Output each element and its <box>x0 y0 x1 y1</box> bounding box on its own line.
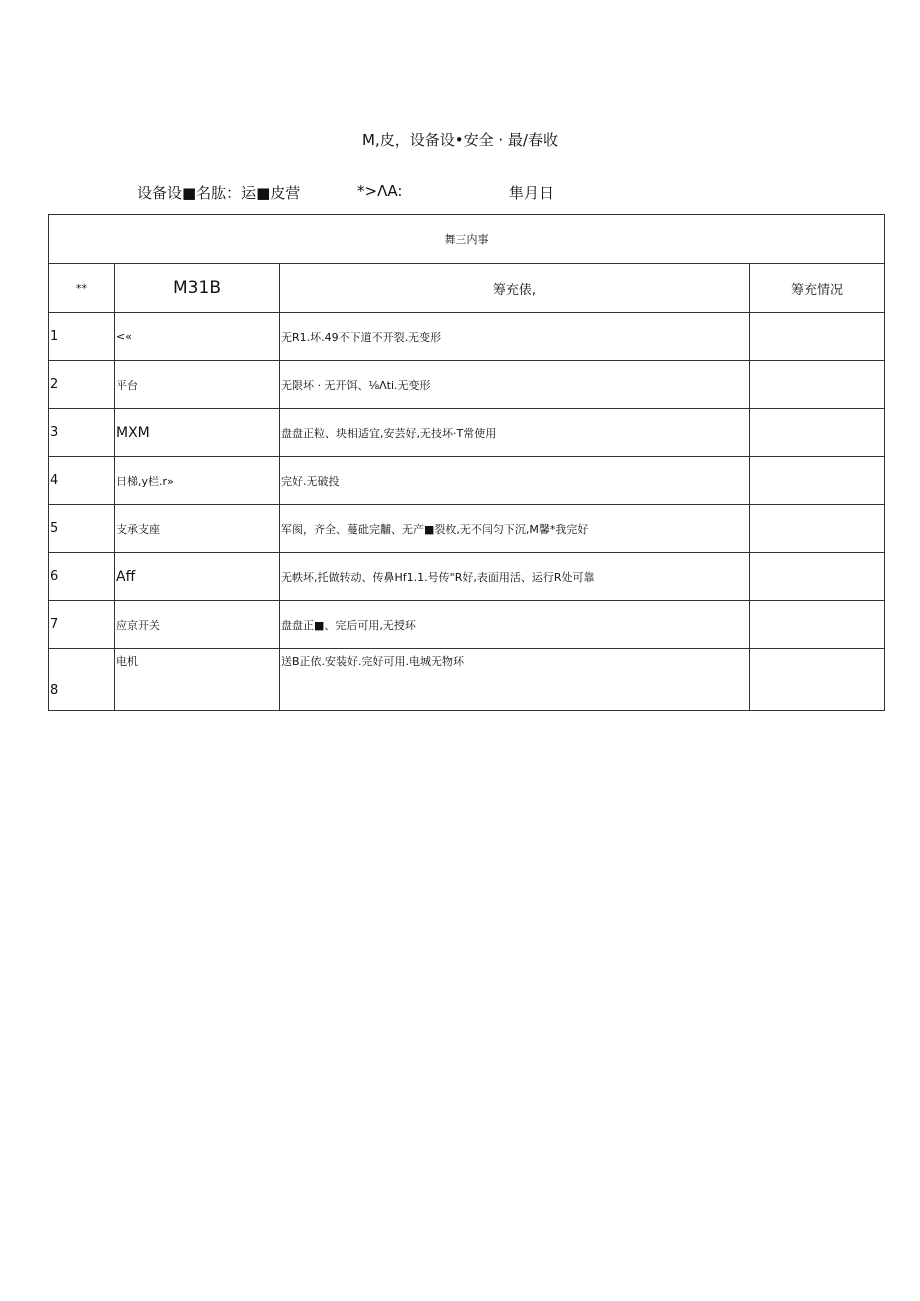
row-no: 2 <box>49 361 115 409</box>
table-row <box>49 601 885 649</box>
row-requirement: 盘盘正■、完后可用,无授环 <box>280 601 750 649</box>
row-no: 6 <box>49 553 115 601</box>
header-row <box>49 264 885 313</box>
row-result-cell[interactable] <box>750 649 885 711</box>
row-item: 支承支座 <box>115 505 280 553</box>
row-result-cell[interactable] <box>750 313 885 361</box>
table-row <box>49 457 885 505</box>
section-row <box>49 215 885 264</box>
row-result-cell[interactable] <box>750 505 885 553</box>
row-item: 电机 <box>115 649 280 711</box>
row-requirement: 无限坏 · 无开饵、⅛Λti.无变形 <box>280 361 750 409</box>
row-no: 7 <box>49 601 115 649</box>
row-requirement: 无帙坏,托做转动、传鼻Hf1.1.号传"R好,表面用活、运行R处可靠 <box>280 553 750 601</box>
row-no: 4 <box>49 457 115 505</box>
row-result-cell[interactable] <box>750 409 885 457</box>
row-no: 1 <box>49 313 115 361</box>
inspection-table <box>48 214 885 711</box>
row-result-cell[interactable] <box>750 601 885 649</box>
row-item: <« <box>115 313 280 361</box>
table-row <box>49 313 885 361</box>
row-no: 5 <box>49 505 115 553</box>
row-item: 应京开关 <box>115 601 280 649</box>
table-row <box>49 649 885 711</box>
section-title: 舞三内事 <box>49 215 885 264</box>
date-label: 隼月日 <box>509 184 555 202</box>
col-header-item: M31B <box>115 264 280 313</box>
table-row <box>49 553 885 601</box>
table-row <box>49 409 885 457</box>
row-no: 8 <box>49 649 115 711</box>
row-item: Aff <box>115 553 280 601</box>
row-item: MXM <box>115 409 280 457</box>
row-requirement: 盘盘正粒、块相适宜,安芸好,无技坏·T常使用 <box>280 409 750 457</box>
row-no: 3 <box>49 409 115 457</box>
row-result-cell[interactable] <box>750 457 885 505</box>
table-row <box>49 361 885 409</box>
col-header-result: 筹充情况 <box>750 264 885 313</box>
row-requirement: 完好.无破投 <box>280 457 750 505</box>
row-requirement: 军阂，齐全、蔓砒完黼、无产■裂枚,无不闫匀下沉,M馨*我完好 <box>280 505 750 553</box>
col-header-requirement: 筹充俵, <box>280 264 750 313</box>
form-title: M,皮，设备设•安全 · 最/春收 <box>362 131 558 149</box>
row-item: 平台 <box>115 361 280 409</box>
row-result-cell[interactable] <box>750 553 885 601</box>
row-requirement: 送B正依.安装好.完好可用.电城无物环 <box>280 649 750 711</box>
row-requirement: 无R1.坏.49不下道不开裂.无变形 <box>280 313 750 361</box>
table-row <box>49 505 885 553</box>
row-result-cell[interactable] <box>750 361 885 409</box>
device-name-label: 设备设■名肱：运■皮营 <box>137 184 301 202</box>
inspector-label: *>ΛA: <box>357 182 403 200</box>
col-header-no: ** <box>49 264 115 313</box>
row-item: 日梯,y栏.r» <box>115 457 280 505</box>
